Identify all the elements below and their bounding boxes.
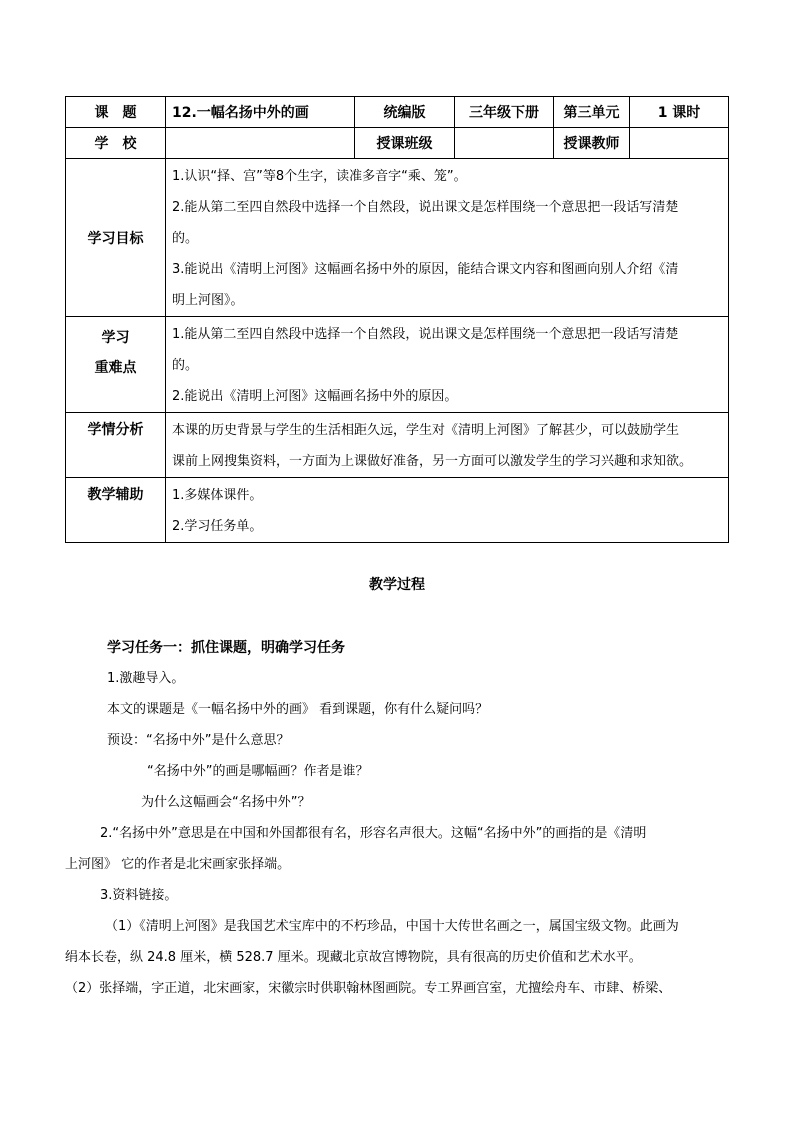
key-point-line: 1.能从第二至四自然段中选择一个自然段，说出课文是怎样围绕一个意思把一段话写清楚 [172,327,679,342]
goal-line: 明上河图》。 [172,293,244,308]
class-value [455,128,554,159]
analysis-content [166,413,729,478]
paragraph: 3.资料链接。 [100,888,178,903]
aid-line: 2.学习任务单。 [172,519,263,534]
paragraph: 1.激趣导入。 [107,671,185,686]
paragraph: 上河图》 它的作者是北宋画家张择端。 [65,857,291,872]
goal-line: 1.认识“择、宫”等8个生字，读准多音字“乘、笼”。 [172,169,467,184]
teacher-value [630,128,729,159]
goal-line: 3.能说出《清明上河图》这幅画名扬中外的原因，能结合课文内容和图画向别人介绍《清 [172,262,679,277]
aid-line: 1.多媒体课件。 [172,488,263,503]
goal-line: 的。 [172,231,199,246]
aids-label: 教学辅助 [66,478,166,543]
class-label: 授课班级 [355,128,455,159]
process-body [65,636,732,1008]
school-label: 学 校 [66,128,166,159]
goals-content [166,159,729,317]
grade-cell: 三年级下册 [455,97,554,128]
edition-cell: 统编版 [355,97,455,128]
paragraph: 为什么这幅画会“名扬中外”？ [141,795,311,810]
teacher-label: 授课教师 [554,128,630,159]
table-row-key-points [66,317,729,413]
section-title: 教学过程 [369,577,425,593]
paragraph: 绢本长卷，纵 24.8 厘米，横 528.7 厘米。现藏北京故宫博物院，具有很高的历史价值和艺术水平。 [65,950,642,965]
key-points-label-line2: 重难点 [94,360,137,376]
key-points-content [166,317,729,413]
table-row-analysis [66,413,729,478]
table-row-school [66,128,729,159]
paragraph: 预设：“名扬中外”是什么意思？ [107,733,290,748]
paragraph: 2.“名扬中外”意思是在中国和外国都很有名，形容名声很大。这幅“名扬中外”的画指的是《清明 [100,826,647,841]
hours-cell: 1 课时 [630,97,729,128]
unit-cell: 第三单元 [554,97,630,128]
analysis-line: 本课的历史背景与学生的生活相距久远，学生对《清明上河图》了解甚少，可以鼓励学生 [172,423,680,438]
goal-line: 2.能从第二至四自然段中选择一个自然段，说出课文是怎样围绕一个意思把一段话写清楚 [172,200,679,215]
table-row-aids [66,478,729,543]
paragraph: （1）《清明上河图》是我国艺术宝库中的不朽珍品，中国十大传世名画之一，属国宝级文物。此画为 [105,919,679,934]
analysis-line: 课前上网搜集资料，一方面为上课做好准备，另一方面可以激发学生的学习兴趣和求知欲。 [172,454,693,469]
key-point-line: 的。 [172,358,199,373]
aids-content [166,478,729,543]
lesson-title: 12.一幅名扬中外的画 [166,97,355,128]
key-points-label [66,317,166,413]
key-point-line: 2.能说出《清明上河图》这幅画名扬中外的原因。 [172,389,458,404]
paragraph: （2）张择端，字正道，北宋画家，宋徽宗时供职翰林图画院。专工界画宫室，尤擅绘舟车、市肆、桥梁、 [65,981,672,996]
paragraph: “名扬中外”的画是哪幅画？作者是谁？ [147,764,369,779]
school-value [166,128,355,159]
paragraph: 本文的课题是《一幅名扬中外的画》 看到课题，你有什么疑问吗？ [107,702,489,717]
table-row-title [66,97,729,128]
analysis-label: 学情分析 [66,413,166,478]
goals-label: 学习目标 [66,159,166,317]
table-row-goals [66,159,729,317]
topic-label: 课 题 [66,97,166,128]
key-points-label-line1: 学习 [101,330,130,346]
task1-heading: 学习任务一：抓住课题，明确学习任务 [107,640,345,656]
lesson-info-table [65,96,729,543]
